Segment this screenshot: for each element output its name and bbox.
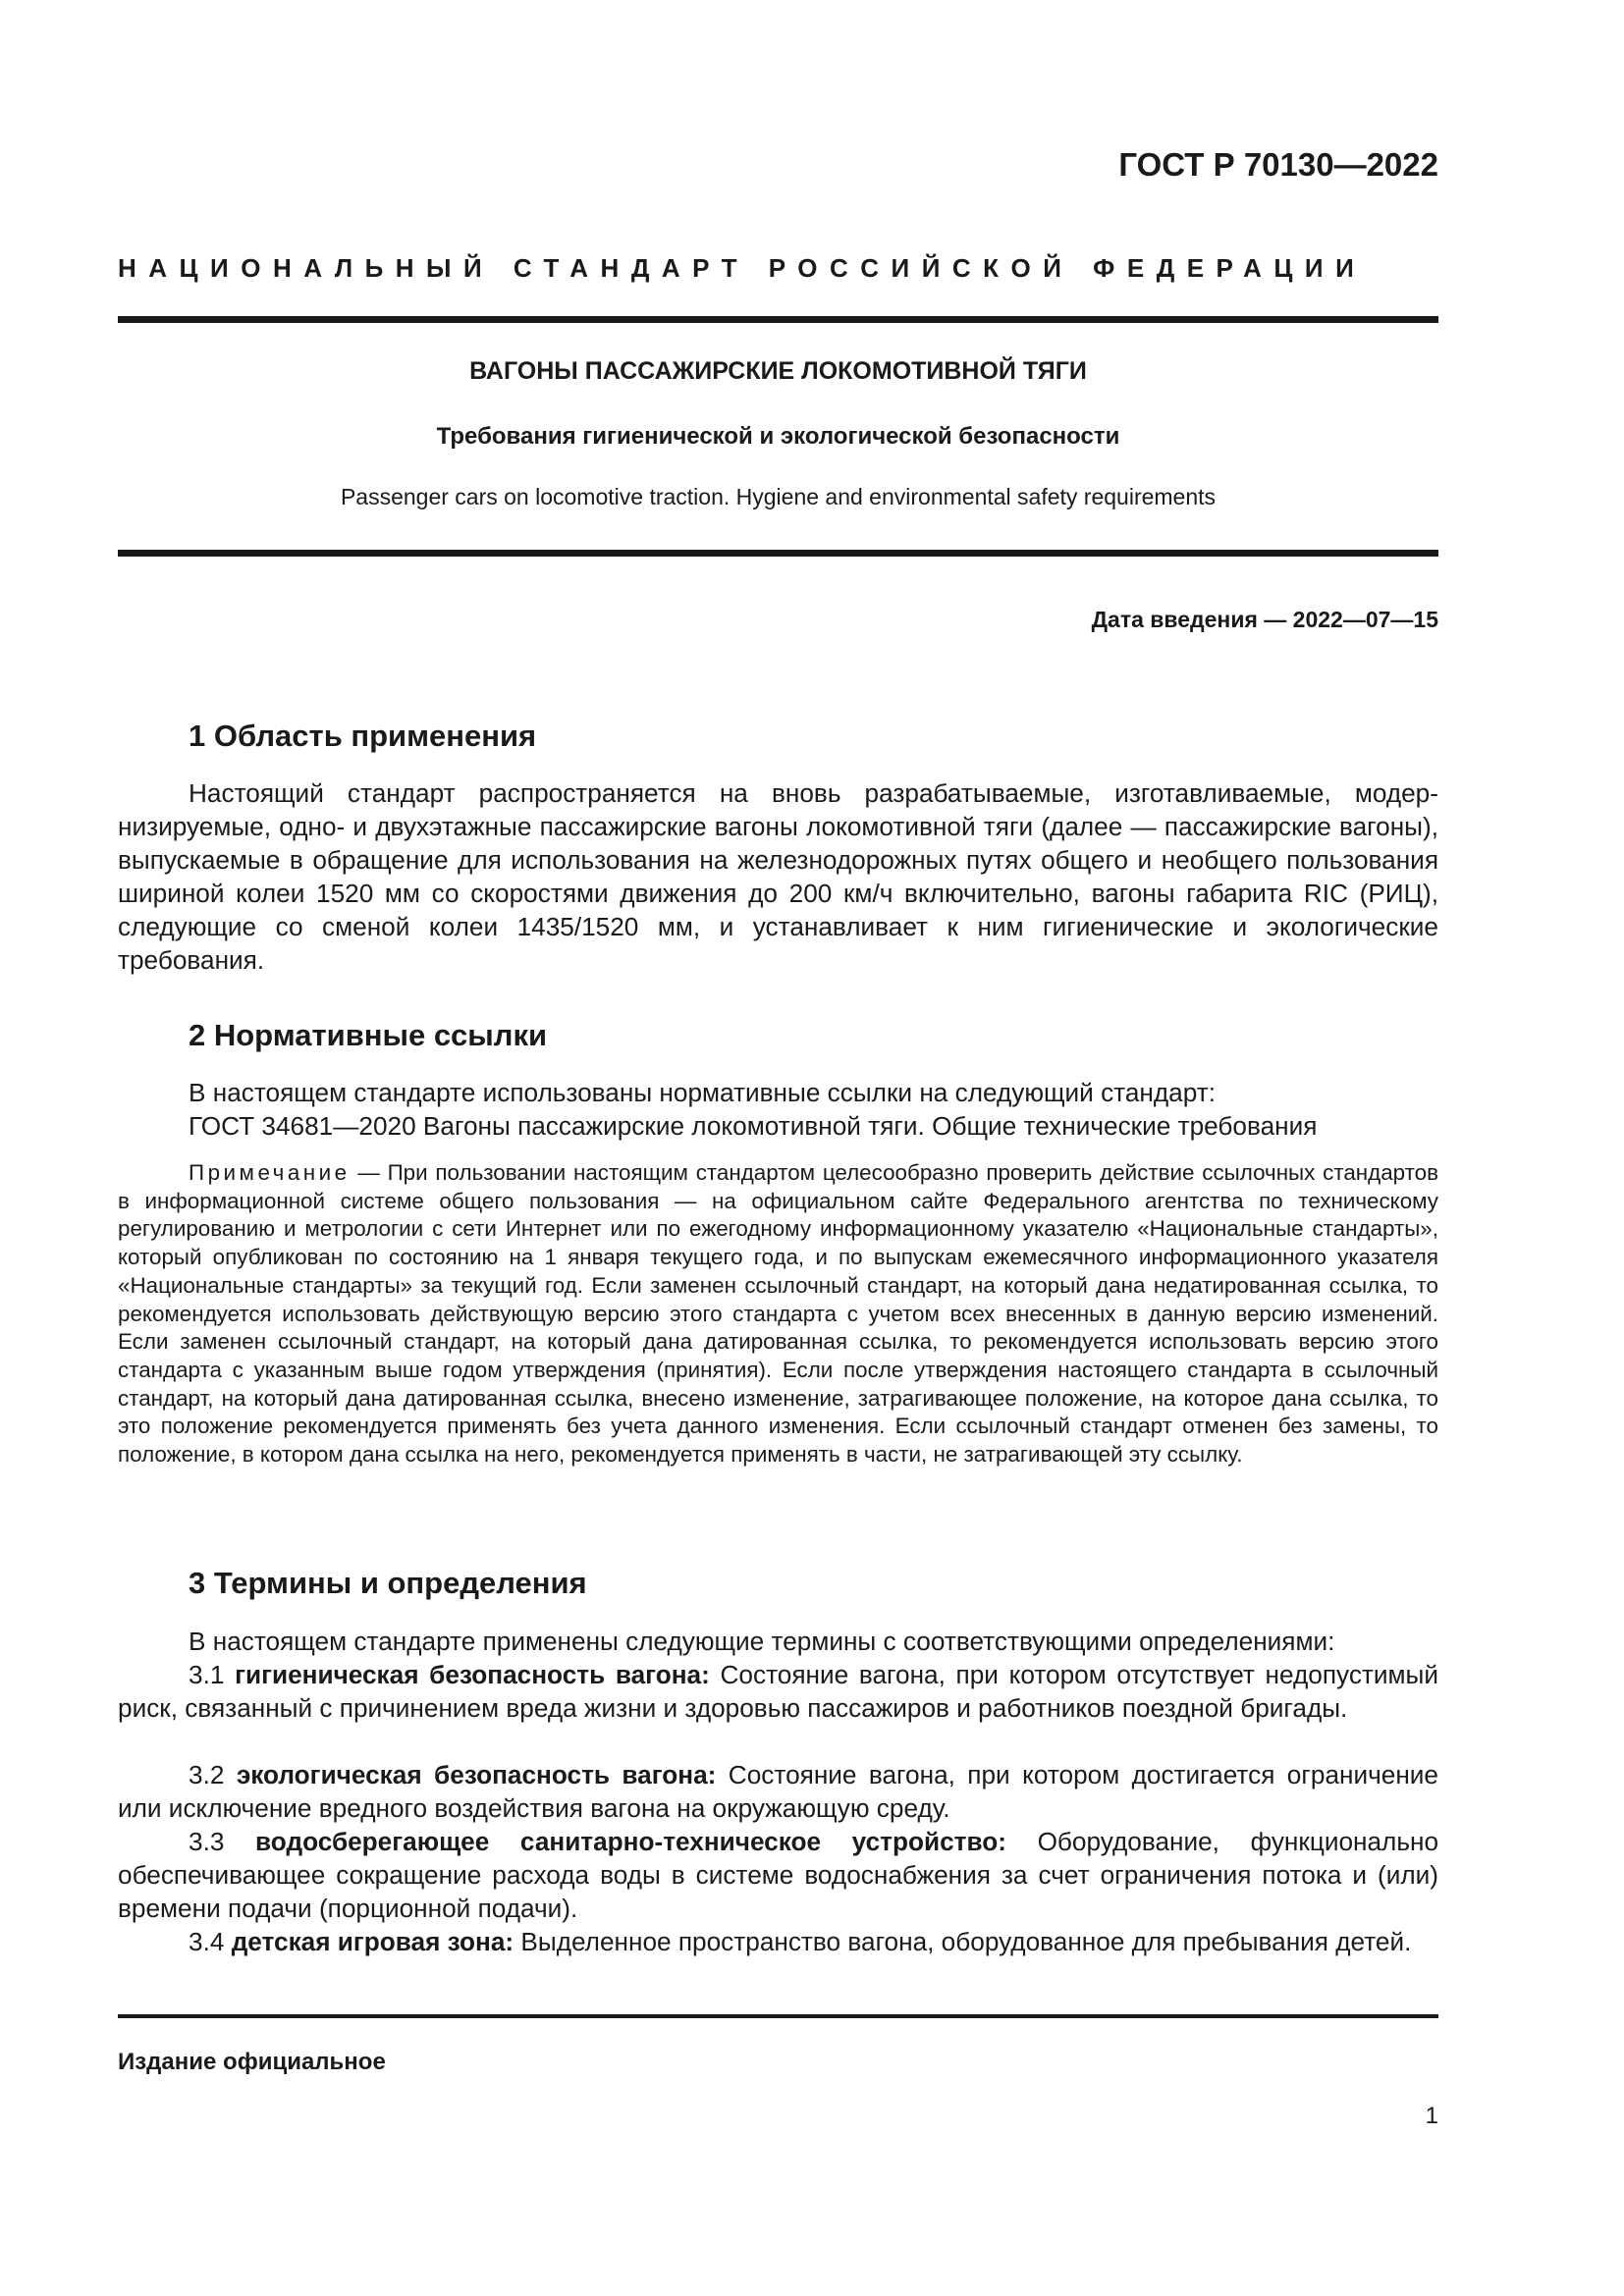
document-subtitle: Требования гигиенической и экологической безопасности xyxy=(436,423,1120,450)
term-name: гигиеническая безопасность вагона: xyxy=(235,1660,710,1689)
term-name: экологическая безопасность вагона: xyxy=(236,1760,717,1789)
term-definition-3-2 xyxy=(118,1758,1438,1825)
document-title: ВАГОНЫ ПАССАЖИРСКИЕ ЛОКОМОТИВНОЙ ТЯГИ xyxy=(469,357,1087,385)
section-heading-terms: 3 Термины и определения xyxy=(189,1566,587,1600)
term-number: 3.3 xyxy=(189,1827,225,1856)
term-definition-3-1 xyxy=(118,1658,1438,1725)
term-text: Выделенное пространство вагона, оборудованное для пребывания детей. xyxy=(514,1927,1412,1956)
top-divider xyxy=(118,316,1438,323)
note-label: Примечание xyxy=(189,1160,351,1185)
term-text: Состояние вагона, при котором отсутствует недопустимый риск, связанный с причинением вреда жизни и здоровью пассажиров и работников поездной бригады. xyxy=(118,1660,1438,1723)
term-number: 3.4 xyxy=(189,1927,225,1956)
term-text: Оборудование, функционально обеспечивающее сокращение расхода воды в системе водоснабжения за счет ограничения потока и (или) времени подачи (порционной подачи). xyxy=(118,1827,1439,1923)
term-name: детская игровая зона: xyxy=(231,1927,514,1956)
introduction-date: Дата введения — 2022—07—15 xyxy=(1091,607,1438,632)
term-number: 3.2 xyxy=(189,1760,225,1789)
document-title-english: Passenger cars on locomotive traction. Hygiene and environmental safety requirements xyxy=(340,484,1217,509)
note-text: — При пользовании настоящим стандартом целесообразно проверить действие ссылочных стандартов в информационной системе общего пользования — на официальном сайте Федерального агентства по техническому регулированию и метрологии с сети Интернет или по ежегодному информационному указателю «Национальные стандарты», который опубликован по состоянию на 1 января текущего года, и по выпускам ежемесячного информационного указателя «Национальные стандарты» за текущий год. Если заменен ссылочный стандарт, на который дана недатированная ссылка, то рекомендуется использовать действующую версию этого стандарта с учетом всех внесенных в данную версию изменений. Если заменен ссылочный стандарт, на который дана датированная ссылка, то рекомендуется использовать версию этого стандарта с указанным выше годом утверждения (принятия). Если после утверждения настоящего стандарта в ссылочный стандарт, на который дана датированная ссылка, внесено изменение, затрагивающее положение, на которое дана ссылка, то это положение рекомендуется применять без учета данного изменения. Если ссылочный стандарт отменен без замены, то положение, в котором дана ссылка на него, рекомендуется применять в части, не затрагивающей эту ссылку. xyxy=(118,1160,1438,1468)
term-definition-3-3 xyxy=(118,1825,1438,1925)
footer-divider xyxy=(118,2014,1438,2018)
references-intro: В настоящем стандарте использованы нормативные ссылки на следующий стандарт: xyxy=(189,1078,1217,1107)
page-number: 1 xyxy=(1425,2103,1438,2129)
section-heading-scope: 1 Область применения xyxy=(189,719,537,753)
edition-label: Издание официальное xyxy=(118,2049,386,2075)
scope-paragraph: Настоящий стандарт распространяется на вновь разрабатываемые, изготавливаемые, модернизируемые, одно- и двухэтажные пассажирские вагоны локомотивной тяги (далее — пассажирские вагоны), выпускаемые в обращение для использования на железнодорожных путях общего и необщего пользования шириной колеи 1520 мм со скоростями движения до 200 км/ч включительно, вагоны габарита RIC (РИЦ), следующие со сменой колеи 1435/1520 мм, и устанавливает к ним гигиенические и экологические требования. xyxy=(118,778,1438,975)
reference-item: ГОСТ 34681—2020 Вагоны пассажирские локомотивной тяги. Общие технические требования xyxy=(189,1111,1318,1141)
term-text: Состояние вагона, при котором достигается ограничение или исключение вредного воздействия вагона на окружающую среду. xyxy=(118,1760,1438,1823)
references-note xyxy=(118,1159,1438,1469)
term-number: 3.1 xyxy=(189,1660,225,1689)
terms-intro: В настоящем стандарте применены следующие термины с соответствующими определениями: xyxy=(189,1627,1335,1656)
term-name: водосберегающее санитарно-техническое устройство: xyxy=(255,1827,1006,1856)
term-definition-3-4 xyxy=(118,1925,1438,1958)
section-heading-references: 2 Нормативные ссылки xyxy=(189,1018,548,1052)
gost-number: ГОСТ Р 70130—2022 xyxy=(1118,146,1438,183)
document-page xyxy=(118,0,1438,2296)
national-standard-banner: НАЦИОНАЛЬНЫЙ СТАНДАРТ РОССИЙСКОЙ ФЕДЕРАЦИИ xyxy=(118,253,1367,283)
title-divider xyxy=(118,550,1438,557)
